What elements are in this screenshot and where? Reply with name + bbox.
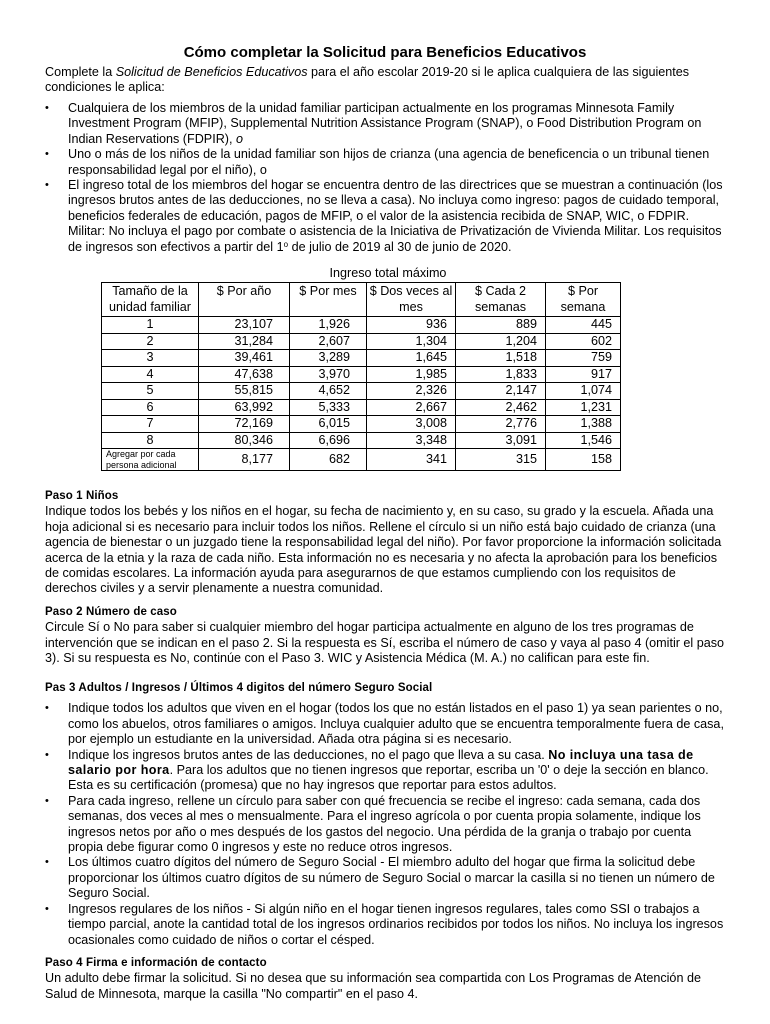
cell-twice-month: 936 bbox=[367, 317, 456, 334]
cell-size: 7 bbox=[102, 416, 199, 433]
condition-suffix: o bbox=[235, 131, 243, 146]
step-1-section bbox=[45, 489, 725, 597]
intro-text-start: Complete la bbox=[45, 65, 116, 79]
cell-week: 1,388 bbox=[546, 416, 621, 433]
cell-year: 39,461 bbox=[199, 350, 290, 367]
cell-size: 2 bbox=[102, 333, 199, 350]
step-3-item: • Ingresos regulares de los niños - Si algún niño en el hogar tienen ingresos regulares, tales como SSI o trabajos a tiempo parcial, anote la cantidad total de los ingresos ordinarios recibidos por todos los niños. No incluya los ingresos ocasionales como cuidado de niños o cortar el césped. bbox=[45, 902, 725, 948]
additional-person-row bbox=[102, 449, 621, 471]
cell-year: 55,815 bbox=[199, 383, 290, 400]
step-3-item: • Los últimos cuatro dígitos del número de Seguro Social - El miembro adulto del hogar que firma la solicitud debe proporcionar los últimos cuatro dígitos de su número de Seguro Social o marcar la casilla si no tienen un número de Seguro Social. bbox=[45, 855, 725, 901]
cell-biweekly: 1,833 bbox=[456, 366, 546, 383]
cell-month: 5,333 bbox=[290, 399, 367, 416]
cell-size: 6 bbox=[102, 399, 199, 416]
condition-text: El ingreso total de los miembros del hogar se encuentra dentro de las directrices que se muestran a continuación (los ingresos brutos antes de las deducciones, no se lleva a casa). No incluya como ingreso: pagos de cuidado temporal, beneficios federales de educación, pagos de MFIP, o el valor de la asistencia recibida de SNAP, WIC, o FDPIR. Militar: No incluya el pago por combate o asistencia de la Iniciativa de Privatización de Vivienda Militar. Los requisitos de ingresos son efectivos a partir del 1 bbox=[68, 178, 723, 254]
step-3-item: • Para cada ingreso, rellene un círculo para saber con qué frecuencia se recibe el ingreso: cada semana, cada dos semanas, dos veces al mes o mensualmente. Para el ingreso agrícola o por cuenta propia solamente, indique los ingresos netos por año o mes después de los gastos del negocio. Una pérdida de la granja o trabajo por cuenta propia debe figurar como 0 ingresos y este no reduce otros ingresos. bbox=[45, 794, 725, 856]
cell-twice-month: 2,667 bbox=[367, 399, 456, 416]
cell-twice-month: 341 bbox=[367, 449, 456, 471]
cell-month: 4,652 bbox=[290, 383, 367, 400]
step-3-item-text: . Para los adultos que no tienen ingresos que reportar, escriba un '0' o deje la sección en blanco. Esta es su certificación (promesa) que no hay ingresos que reportar para estos adultos. bbox=[68, 763, 709, 793]
cell-year: 8,177 bbox=[199, 449, 290, 471]
step-3-section bbox=[45, 681, 725, 948]
income-guidelines-table bbox=[101, 282, 621, 471]
cell-biweekly: 2,776 bbox=[456, 416, 546, 433]
condition-item bbox=[45, 101, 725, 147]
table-row bbox=[102, 432, 621, 449]
step-2-section bbox=[45, 605, 725, 667]
header-household-size: Tamaño de la unidad familiar bbox=[102, 283, 199, 317]
table-row bbox=[102, 350, 621, 367]
cell-biweekly: 2,147 bbox=[456, 383, 546, 400]
cell-biweekly: 3,091 bbox=[456, 432, 546, 449]
cell-twice-month: 3,348 bbox=[367, 432, 456, 449]
step-2-body: Circule Sí o No para saber si cualquier miembro del hogar participa actualmente en alguno de los tres programas de intervención que se indican en el paso 2. Si la respuesta es Sí, escriba el número de caso y vaya al paso 4 (omitir el paso 3). Si su respuesta es No, continúe con el Paso 3. WIC y Asistencia Médica (M. A.) no califican para este fin. bbox=[45, 620, 725, 666]
step-1-heading: Paso 1 Niños bbox=[45, 490, 119, 502]
cell-size: 5 bbox=[102, 383, 199, 400]
step-4-section bbox=[45, 956, 725, 1002]
cell-week: 445 bbox=[546, 317, 621, 334]
header-twice-month: $ Dos veces al mes bbox=[367, 283, 456, 317]
form-name: Solicitud de Beneficios Educativos bbox=[115, 65, 308, 79]
header-per-month: $ Por mes bbox=[290, 283, 367, 317]
cell-size: 8 bbox=[102, 432, 199, 449]
conditions-list bbox=[45, 101, 725, 255]
condition-item bbox=[45, 178, 725, 255]
cell-twice-month: 1,645 bbox=[367, 350, 456, 367]
cell-size: 3 bbox=[102, 350, 199, 367]
step-3-heading: Pas 3 Adultos / Ingresos / Últimos 4 digitos del número Seguro Social bbox=[45, 682, 433, 694]
header-every-two-weeks: $ Cada 2 semanas bbox=[456, 283, 546, 317]
cell-year: 47,638 bbox=[199, 366, 290, 383]
step-2-heading: Paso 2 Número de caso bbox=[45, 606, 177, 618]
cell-month: 682 bbox=[290, 449, 367, 471]
income-table-caption: Ingreso total máximo bbox=[329, 266, 447, 280]
cell-year: 72,169 bbox=[199, 416, 290, 433]
document-title: Cómo completar la Solicitud para Beneficios Educativos bbox=[183, 44, 587, 61]
step-4-heading: Paso 4 Firma e información de contacto bbox=[45, 957, 267, 969]
cell-biweekly: 315 bbox=[456, 449, 546, 471]
cell-biweekly: 889 bbox=[456, 317, 546, 334]
cell-week: 1,074 bbox=[546, 383, 621, 400]
cell-week: 158 bbox=[546, 449, 621, 471]
cell-month: 6,696 bbox=[290, 432, 367, 449]
cell-biweekly: 2,462 bbox=[456, 399, 546, 416]
cell-biweekly: 1,518 bbox=[456, 350, 546, 367]
cell-week: 1,546 bbox=[546, 432, 621, 449]
cell-month: 6,015 bbox=[290, 416, 367, 433]
step-3-item: • Indique todos los adultos que viven en el hogar (todos los que no están listados en el paso 1) ya sean parientes o no, como los abuelos, otros familiares o amigos. Incluya cualquier adulto que se encuentra temporalmente fuera de casa, por ejemplo un estudiante en la universidad. Añada otra página si es necesario. bbox=[45, 701, 725, 747]
cell-twice-month: 1,985 bbox=[367, 366, 456, 383]
ordinal-superscript: o bbox=[283, 239, 289, 249]
condition-item bbox=[45, 147, 725, 178]
step-3-list bbox=[45, 701, 725, 948]
cell-week: 1,231 bbox=[546, 399, 621, 416]
intro-paragraph bbox=[45, 65, 725, 96]
header-per-year: $ Por año bbox=[199, 283, 290, 317]
cell-year: 31,284 bbox=[199, 333, 290, 350]
cell-month: 3,970 bbox=[290, 366, 367, 383]
step-3-item-text: Indique los ingresos brutos antes de las deducciones, no el pago que lleva a su casa. bbox=[68, 747, 549, 762]
table-row bbox=[102, 317, 621, 334]
cell-year: 80,346 bbox=[199, 432, 290, 449]
cell-month: 3,289 bbox=[290, 350, 367, 367]
cell-biweekly: 1,204 bbox=[456, 333, 546, 350]
table-row bbox=[102, 333, 621, 350]
header-per-week: $ Por semana bbox=[546, 283, 621, 317]
condition-text-tail: de julio de 2019 al 30 de junio de 2020. bbox=[288, 239, 512, 254]
step-3-item bbox=[45, 748, 725, 794]
cell-week: 759 bbox=[546, 350, 621, 367]
cell-week: 917 bbox=[546, 366, 621, 383]
cell-week: 602 bbox=[546, 333, 621, 350]
step-1-body: Indique todos los bebés y los niños en el hogar, su fecha de nacimiento y, en su caso, su grado y la escuela. Añada una hoja adicional si es necesario para incluir todos los niños. Rellene el círculo si un niño está bajo cuidado de crianza (una agencia de bienestar o un juzgado tiene la responsabilidad legal del niño). Por favor proporcione la información solicitada acerca de la etnia y la raza de cada niño. Esta información no es necesaria y no afecta la aprobación para los beneficios de comidas escolares. La información ayuda para asegurarnos de que estamos cumpliendo con los requisitos de derechos civiles y a servir plenamente a nuestra comunidad. bbox=[45, 504, 722, 596]
cell-twice-month: 1,304 bbox=[367, 333, 456, 350]
condition-text: Uno o más de los niños de la unidad familiar son hijos de crianza (una agencia de beneficencia o un tribunal tienen responsabilidad legal por el niño), o bbox=[68, 147, 710, 177]
condition-text: Cualquiera de los miembros de la unidad familiar participan actualmente en los programas Minnesota Family Investment Program (MFIP), Supplemental Nutrition Assistance Program (SNAP), o Food Distribution Program on Indian Reservations (FDPIR), bbox=[68, 101, 702, 146]
table-row bbox=[102, 383, 621, 400]
income-table-body bbox=[102, 317, 621, 471]
cell-year: 23,107 bbox=[199, 317, 290, 334]
cell-additional-label: Agregar por cada persona adicional bbox=[102, 449, 199, 471]
step-3-item-emphasis: No incluya una tasa de salario por hora bbox=[68, 747, 694, 778]
cell-size: 4 bbox=[102, 366, 199, 383]
intro-text-end: para el año escolar 2019-20 si le aplica cualquiera de las siguientes condiciones le aplica: bbox=[45, 65, 690, 95]
cell-twice-month: 3,008 bbox=[367, 416, 456, 433]
step-4-body: Un adulto debe firmar la solicitud. Si no desea que su información sea compartida con Los Programas de Atención de Salud de Minnesota, marque la casilla "No compartir" en el paso 4. bbox=[45, 971, 701, 1001]
cell-year: 63,992 bbox=[199, 399, 290, 416]
cell-size: 1 bbox=[102, 317, 199, 334]
cell-twice-month: 2,326 bbox=[367, 383, 456, 400]
table-row bbox=[102, 366, 621, 383]
table-row bbox=[102, 399, 621, 416]
cell-month: 1,926 bbox=[290, 317, 367, 334]
cell-month: 2,607 bbox=[290, 333, 367, 350]
table-row bbox=[102, 416, 621, 433]
table-header-row bbox=[102, 283, 621, 317]
